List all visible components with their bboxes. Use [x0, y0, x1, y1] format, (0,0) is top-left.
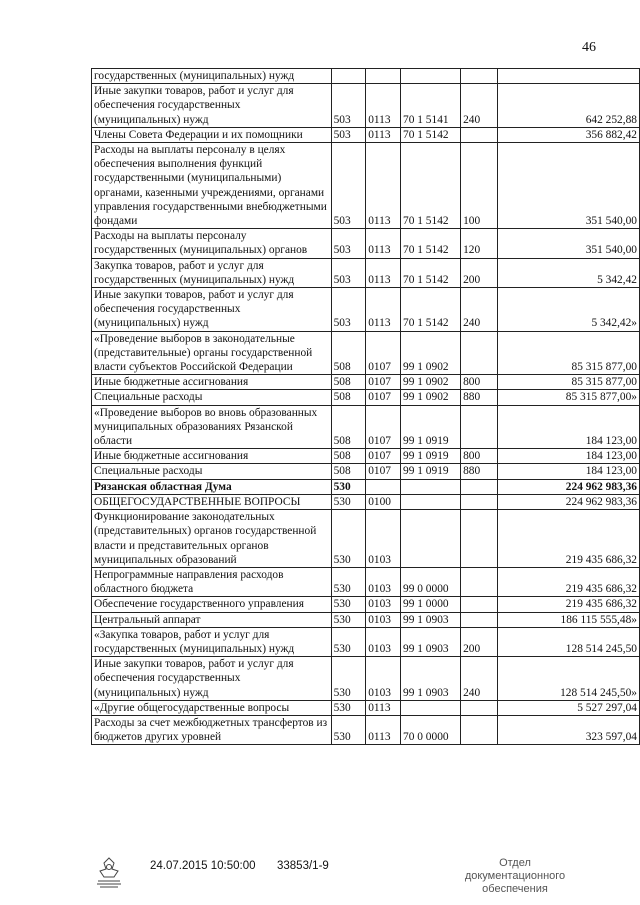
table-row [92, 657, 640, 701]
row-name-cell: «Другие общегосударственные вопросы [92, 700, 332, 715]
expense-type-cell: 880 [461, 390, 498, 405]
page-number: 46 [582, 40, 596, 55]
section-code-cell: 503 [331, 127, 366, 142]
target-article-cell: 99 1 0919 [401, 405, 461, 449]
table-row [92, 375, 640, 390]
row-name-cell: государственных (муниципальных) нужд [92, 69, 332, 84]
table-row [92, 479, 640, 494]
subsection-code-cell: 0113 [366, 715, 401, 744]
amount-cell: 219 435 686,32 [497, 510, 639, 568]
expense-type-cell [461, 700, 498, 715]
row-name-cell: «Закупка товаров, работ и услуг для государственных (муниципальных) нужд [92, 627, 332, 656]
subsection-code-cell: 0103 [366, 510, 401, 568]
expense-type-cell: 100 [461, 143, 498, 229]
row-name-cell: Специальные расходы [92, 390, 332, 405]
row-name-cell: Центральный аппарат [92, 612, 332, 627]
expense-type-cell [461, 69, 498, 84]
target-article-cell: 70 1 5142 [401, 127, 461, 142]
table-row [92, 331, 640, 375]
section-code-cell: 508 [331, 405, 366, 449]
table-row [92, 390, 640, 405]
expense-type-cell [461, 331, 498, 375]
coat-of-arms-logo [92, 855, 126, 889]
section-code-cell: 503 [331, 229, 366, 258]
table-row [92, 627, 640, 656]
row-name-cell: «Проведение выборов в законодательные (представительные) органы государственной власти субъектов Российской Федерации [92, 331, 332, 375]
amount-cell: 5 527 297,04 [497, 700, 639, 715]
row-name-cell: «Проведение выборов во вновь образованных муниципальных образованиях Рязанской области [92, 405, 332, 449]
table-row [92, 127, 640, 142]
target-article-cell: 99 1 0919 [401, 449, 461, 464]
amount-cell: 351 540,00 [497, 143, 639, 229]
budget-table [91, 68, 640, 745]
amount-cell: 186 115 555,48» [497, 612, 639, 627]
expense-type-cell: 200 [461, 627, 498, 656]
target-article-cell: 99 1 0902 [401, 390, 461, 405]
row-name-cell: Расходы на выплаты персоналу государственных (муниципальных) органов [92, 229, 332, 258]
subsection-code-cell: 0113 [366, 84, 401, 128]
table-row [92, 143, 640, 229]
section-code-cell: 508 [331, 449, 366, 464]
section-code-cell: 530 [331, 627, 366, 656]
target-article-cell: 99 1 0919 [401, 464, 461, 479]
amount-cell: 356 882,42 [497, 127, 639, 142]
target-article-cell: 99 0 0000 [401, 567, 461, 596]
amount-cell: 642 252,88 [497, 84, 639, 128]
target-article-cell: 70 0 0000 [401, 715, 461, 744]
target-article-cell: 99 1 0903 [401, 657, 461, 701]
amount-cell: 219 435 686,32 [497, 567, 639, 596]
expense-type-cell: 240 [461, 288, 498, 332]
table-row [92, 405, 640, 449]
table-row [92, 700, 640, 715]
section-code-cell: 508 [331, 375, 366, 390]
expense-type-cell [461, 510, 498, 568]
amount-cell: 224 962 983,36 [497, 479, 639, 494]
row-name-cell: Иные закупки товаров, работ и услуг для обеспечения государственных (муниципальных) нужд [92, 288, 332, 332]
amount-cell: 184 123,00 [497, 405, 639, 449]
table-row [92, 715, 640, 744]
subsection-code-cell: 0100 [366, 494, 401, 509]
amount-cell: 85 315 877,00» [497, 390, 639, 405]
row-name-cell: Расходы на выплаты персоналу в целях обеспечения выполнения функций государственными (муниципальными) органами, казенными учреждениями, органами управления государственными внебюджетными фондами [92, 143, 332, 229]
target-article-cell [401, 479, 461, 494]
row-name-cell: Специальные расходы [92, 464, 332, 479]
expense-type-cell: 880 [461, 464, 498, 479]
expense-type-cell: 240 [461, 657, 498, 701]
target-article-cell: 99 1 0903 [401, 627, 461, 656]
budget-table-body [92, 69, 640, 745]
expense-type-cell: 200 [461, 258, 498, 287]
row-name-cell: Члены Совета Федерации и их помощники [92, 127, 332, 142]
subsection-code-cell: 0107 [366, 449, 401, 464]
expense-type-cell [461, 567, 498, 596]
section-code-cell: 508 [331, 390, 366, 405]
target-article-cell: 70 1 5142 [401, 288, 461, 332]
section-code-cell [331, 69, 366, 84]
section-code-cell: 508 [331, 331, 366, 375]
table-row [92, 494, 640, 509]
row-name-cell: ОБЩЕГОСУДАРСТВЕННЫЕ ВОПРОСЫ [92, 494, 332, 509]
expense-type-cell: 240 [461, 84, 498, 128]
subsection-code-cell: 0113 [366, 143, 401, 229]
subsection-code-cell: 0113 [366, 229, 401, 258]
target-article-cell: 99 1 0000 [401, 597, 461, 612]
row-name-cell: Иные бюджетные ассигнования [92, 449, 332, 464]
target-article-cell [401, 494, 461, 509]
table-row [92, 612, 640, 627]
subsection-code-cell: 0107 [366, 331, 401, 375]
row-name-cell: Иные закупки товаров, работ и услуг для обеспечения государственных (муниципальных) нужд [92, 657, 332, 701]
table-row [92, 258, 640, 287]
expense-type-cell [461, 494, 498, 509]
amount-cell: 85 315 877,00 [497, 331, 639, 375]
row-name-cell: Иные бюджетные ассигнования [92, 375, 332, 390]
expense-type-cell [461, 597, 498, 612]
target-article-cell: 70 1 5142 [401, 229, 461, 258]
table-row [92, 567, 640, 596]
row-name-cell: Непрограммные направления расходов областного бюджета [92, 567, 332, 596]
footer-timestamp: 24.07.2015 10:50:00 [150, 860, 256, 872]
page-footer [0, 855, 640, 905]
amount-cell: 5 342,42» [497, 288, 639, 332]
target-article-cell: 99 1 0903 [401, 612, 461, 627]
amount-cell: 128 514 245,50 [497, 627, 639, 656]
section-code-cell: 530 [331, 597, 366, 612]
department-stamp: Отдел документационного обеспечения [464, 857, 566, 895]
subsection-code-cell [366, 69, 401, 84]
table-row [92, 69, 640, 84]
section-code-cell: 503 [331, 143, 366, 229]
amount-cell: 224 962 983,36 [497, 494, 639, 509]
expense-type-cell [461, 479, 498, 494]
table-row [92, 464, 640, 479]
row-name-cell: Иные закупки товаров, работ и услуг для обеспечения государственных (муниципальных) нужд [92, 84, 332, 128]
subsection-code-cell: 0103 [366, 627, 401, 656]
expense-type-cell [461, 405, 498, 449]
amount-cell: 219 435 686,32 [497, 597, 639, 612]
row-name-cell: Рязанская областная Дума [92, 479, 332, 494]
subsection-code-cell: 0103 [366, 612, 401, 627]
amount-cell: 5 342,42 [497, 258, 639, 287]
amount-cell: 323 597,04 [497, 715, 639, 744]
amount-cell: 184 123,00 [497, 449, 639, 464]
subsection-code-cell: 0103 [366, 597, 401, 612]
subsection-code-cell [366, 479, 401, 494]
row-name-cell: Функционирование законодательных (представительных) органов государственной власти и представительных органов муниципальных образований [92, 510, 332, 568]
subsection-code-cell: 0107 [366, 405, 401, 449]
row-name-cell: Закупка товаров, работ и услуг для государственных (муниципальных) нужд [92, 258, 332, 287]
expense-type-cell: 800 [461, 449, 498, 464]
section-code-cell: 530 [331, 510, 366, 568]
expense-type-cell: 120 [461, 229, 498, 258]
table-row [92, 84, 640, 128]
table-row [92, 510, 640, 568]
section-code-cell: 503 [331, 258, 366, 287]
subsection-code-cell: 0113 [366, 258, 401, 287]
section-code-cell: 530 [331, 612, 366, 627]
subsection-code-cell: 0107 [366, 390, 401, 405]
target-article-cell [401, 700, 461, 715]
section-code-cell: 530 [331, 715, 366, 744]
subsection-code-cell: 0113 [366, 127, 401, 142]
expense-type-cell: 800 [461, 375, 498, 390]
target-article-cell [401, 69, 461, 84]
section-code-cell: 503 [331, 84, 366, 128]
target-article-cell: 99 1 0902 [401, 375, 461, 390]
amount-cell: 184 123,00 [497, 464, 639, 479]
amount-cell: 128 514 245,50» [497, 657, 639, 701]
section-code-cell: 508 [331, 464, 366, 479]
target-article-cell: 70 1 5141 [401, 84, 461, 128]
target-article-cell: 70 1 5142 [401, 258, 461, 287]
section-code-cell: 503 [331, 288, 366, 332]
subsection-code-cell: 0103 [366, 657, 401, 701]
subsection-code-cell: 0113 [366, 700, 401, 715]
table-row [92, 449, 640, 464]
target-article-cell: 99 1 0902 [401, 331, 461, 375]
section-code-cell: 530 [331, 494, 366, 509]
expense-type-cell [461, 715, 498, 744]
table-row [92, 288, 640, 332]
expense-type-cell [461, 612, 498, 627]
section-code-cell: 530 [331, 657, 366, 701]
amount-cell [497, 69, 639, 84]
amount-cell: 85 315 877,00 [497, 375, 639, 390]
subsection-code-cell: 0103 [366, 567, 401, 596]
subsection-code-cell: 0107 [366, 375, 401, 390]
section-code-cell: 530 [331, 479, 366, 494]
footer-document-code: 33853/1-9 [277, 860, 329, 872]
expense-type-cell [461, 127, 498, 142]
target-article-cell: 70 1 5142 [401, 143, 461, 229]
subsection-code-cell: 0113 [366, 288, 401, 332]
table-row [92, 229, 640, 258]
subsection-code-cell: 0107 [366, 464, 401, 479]
table-row [92, 597, 640, 612]
amount-cell: 351 540,00 [497, 229, 639, 258]
target-article-cell [401, 510, 461, 568]
section-code-cell: 530 [331, 567, 366, 596]
row-name-cell: Обеспечение государственного управления [92, 597, 332, 612]
row-name-cell: Расходы за счет межбюджетных трансфертов из бюджетов других уровней [92, 715, 332, 744]
section-code-cell: 530 [331, 700, 366, 715]
